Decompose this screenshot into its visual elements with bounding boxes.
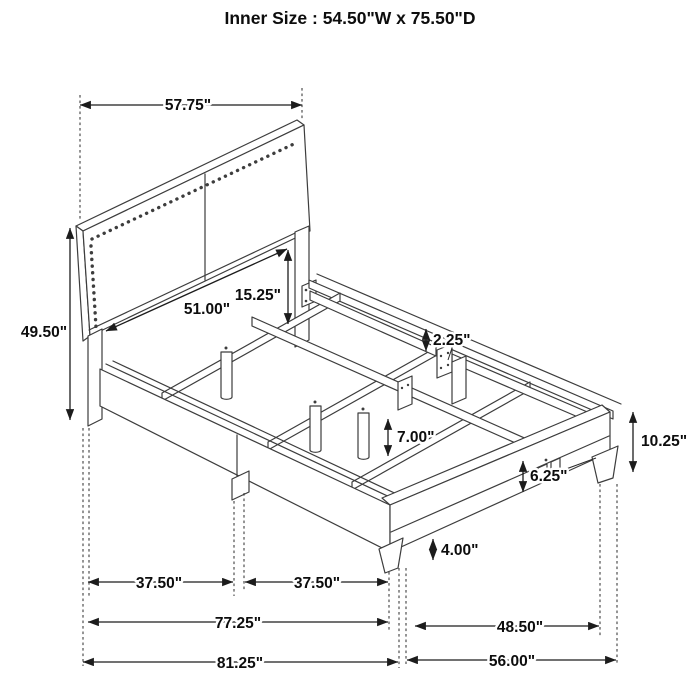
dim-overall-depth	[83, 655, 398, 672]
dim-overall-width	[407, 653, 616, 670]
dim-label-leg-span-left: 37.50"	[135, 575, 183, 592]
dim-leg-span-right	[245, 575, 388, 592]
dim-frame-side-height	[633, 412, 687, 472]
dim-label-foot-leg-height: 4.00"	[441, 542, 479, 559]
dim-label-rail-face-height: 6.25"	[530, 468, 568, 485]
center-rail-joint-bracket	[437, 344, 452, 378]
dim-label-footboard-inner-width: 48.50"	[496, 619, 544, 636]
dim-label-inner-rail-length: 77.25"	[214, 615, 262, 632]
dim-label-center-leg-height: 7.00"	[397, 429, 435, 446]
screw-dot-1	[225, 347, 228, 350]
support-leg-3	[358, 413, 369, 459]
support-leg-2	[310, 406, 321, 452]
dim-footboard-inner-width	[415, 619, 599, 636]
dim-label-overall-depth: 81.25"	[216, 655, 264, 672]
screw-dot-2	[314, 401, 317, 404]
dim-headboard-height	[21, 228, 70, 420]
dim-headboard-width	[80, 97, 302, 114]
dim-label-overall-width: 56.00"	[488, 653, 536, 670]
dim-label-headboard-height: 49.50"	[20, 324, 68, 341]
dim-foot-leg-height	[433, 539, 479, 560]
screw-dot-3	[362, 408, 365, 411]
dim-label-frame-side-height: 10.25"	[641, 433, 688, 450]
center-rail-support-plate	[452, 356, 466, 404]
mid-rail-stub-leg	[232, 471, 249, 500]
support-leg-1	[221, 352, 232, 399]
dim-label-leg-span-right: 37.50"	[293, 575, 341, 592]
dim-inner-rail-length	[88, 615, 388, 632]
dim-label-headboard-to-rail-gap: 15.25"	[234, 287, 281, 304]
dim-label-headboard-width: 57.75"	[164, 97, 212, 114]
center-rail-front-bracket	[398, 376, 412, 410]
page-title: Inner Size : 54.50"W x 75.50"D	[224, 8, 476, 28]
dim-leg-span-left	[88, 575, 233, 592]
dim-label-center-rail-thickness: 2.25"	[433, 332, 471, 349]
dim-label-headboard-panel-width: 51.00"	[183, 301, 231, 318]
